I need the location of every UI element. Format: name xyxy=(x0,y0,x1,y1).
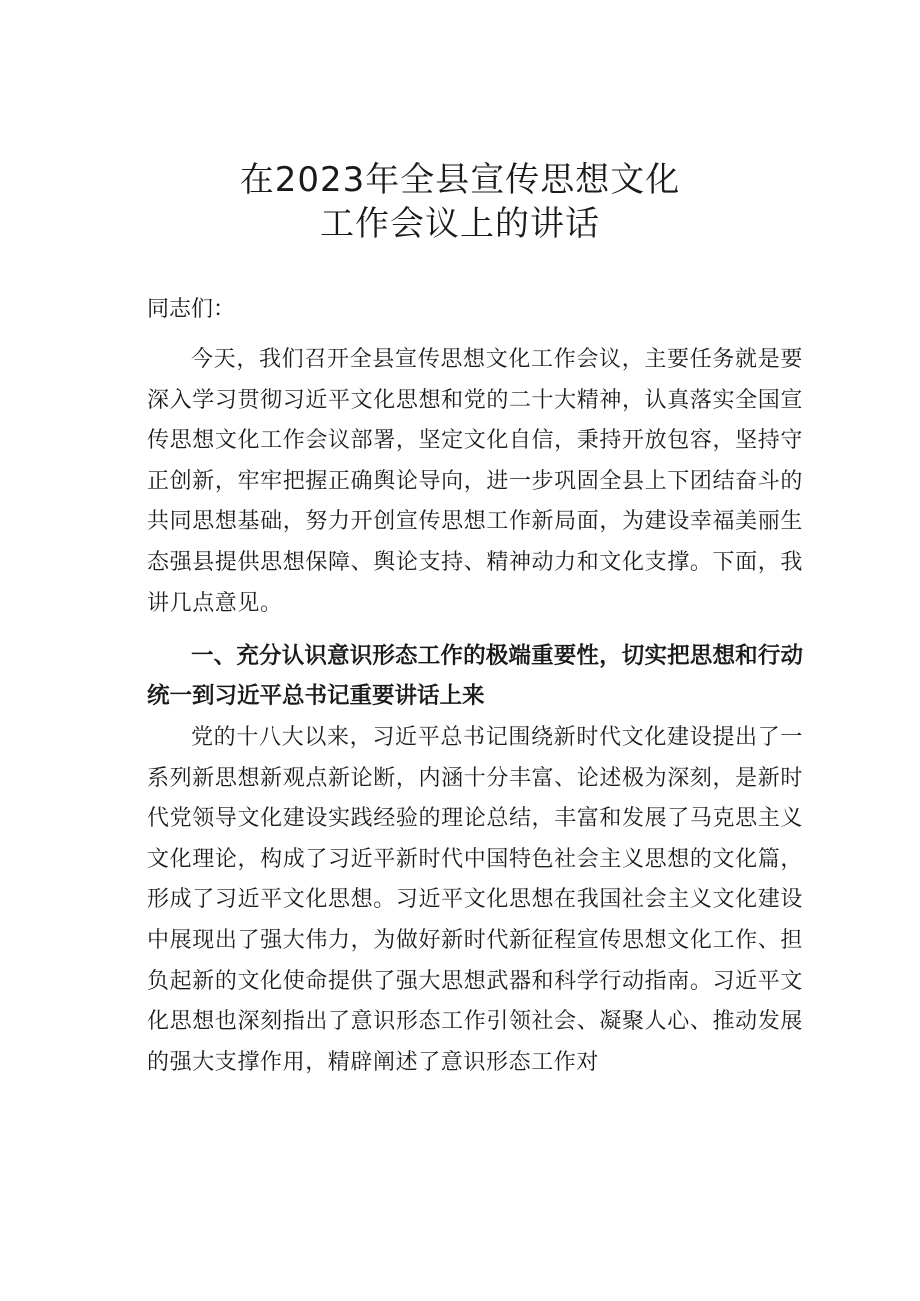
document-title-line-2: 工作会议上的讲话 xyxy=(320,204,600,244)
section-1-heading: 一、充分认识意识形态工作的极端重要性，切实把思想和行动统一到习近平总书记重要讲话上来 xyxy=(147,643,803,709)
intro-paragraph: 今天，我们召开全县宣传思想文化工作会议，主要任务就是要深入学习贯彻习近平文化思想和党的二十大精神，认真落实全国宣传思想文化工作会议部署，坚定文化自信，秉持开放包容，坚持守正创新，牢牢把握正确舆论导向，进一步巩固全县上下团结奋斗的共同思想基础，努力开创宣传思想工作新局面，为建设幸福美丽生态强县提供思想保障、舆论支持、精神动力和文化支撑。下面，我讲几点意见。 xyxy=(147,347,803,616)
document-title-line-1: 在2023年全县宣传思想文化 xyxy=(239,160,681,200)
section-1-paragraph: 党的十八大以来，习近平总书记围绕新时代文化建设提出了一系列新思想新观点新论断，内涵十分丰富、论述极为深刻，是新时代党领导文化建设实践经验的理论总结，丰富和发展了马克思主义文化理论，构成了习近平新时代中国特色社会主义思想的文化篇，形成了习近平文化思想。习近平文化思想在我国社会主义文化建设中展现出了强大伟力，为做好新时代新征程宣传思想文化工作、担负起新的文化使命提供了强大思想武器和科学行动指南。习近平文化思想也深刻指出了意识形态工作引领社会、凝聚人心、推动发展的强大支撑作用，精辟阐述了意识形态工作对 xyxy=(147,725,803,1075)
salutation: 同志们： xyxy=(147,297,236,322)
